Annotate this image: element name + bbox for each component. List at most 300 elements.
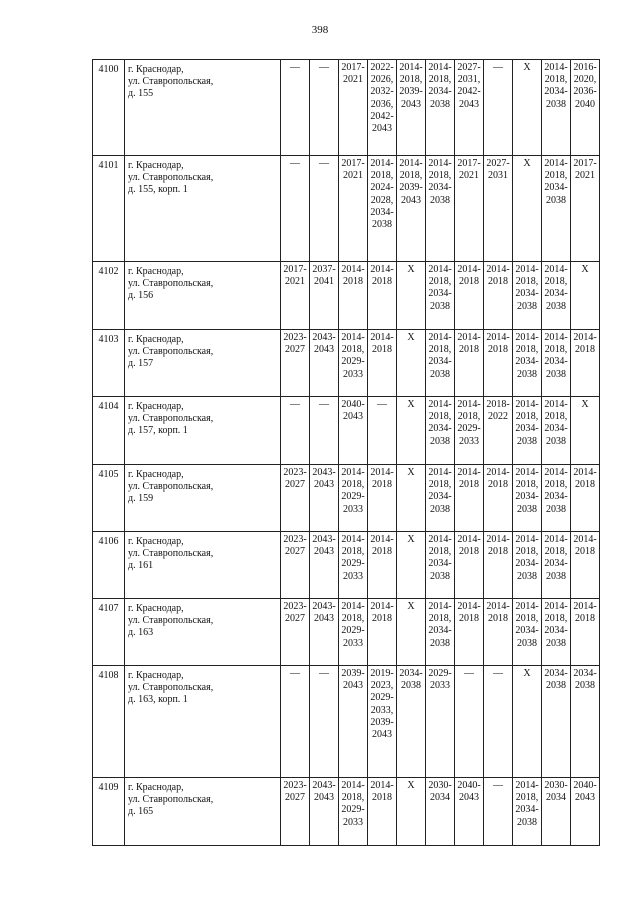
period-line: 2036, (370, 98, 394, 110)
address-line: ул. Ставропольская, (128, 548, 214, 560)
row-number: 4105 (93, 465, 125, 532)
period-line: 2018 (488, 613, 508, 625)
period-line: 2038 (430, 503, 450, 515)
address-line: ул. Ставропольская, (128, 413, 214, 425)
period-line: 2039- (341, 668, 365, 679)
period-line: 2018 (459, 613, 479, 625)
period-cell (455, 532, 484, 599)
address-line: ул. Ставропольская, (128, 481, 214, 493)
address-line: д. 161 (128, 560, 154, 572)
period-line: 2023- (283, 601, 307, 612)
period-line: 2018, (544, 170, 568, 182)
period-line: 2026, (370, 74, 394, 86)
period-line: 2014- (573, 332, 597, 343)
address-cell (125, 465, 281, 532)
period-line: 2018 (575, 613, 595, 625)
address-line: ул. Ставропольская, (128, 172, 214, 184)
period-cell (571, 599, 600, 666)
period-line: 2014- (573, 534, 597, 545)
period-line: 2032- (370, 86, 394, 98)
period-line: X (407, 399, 415, 410)
period-cell (368, 532, 397, 599)
period-line: 2018, (515, 613, 539, 625)
period-line: 2018, (399, 170, 423, 182)
period-line: X (523, 668, 531, 679)
period-line: 2043 (401, 98, 421, 110)
period-line: 2014- (457, 534, 481, 545)
period-cell (426, 262, 455, 330)
period-cell (542, 397, 571, 465)
period-line: 2038 (430, 194, 450, 206)
period-cell (513, 156, 542, 262)
period-line: X (523, 158, 531, 169)
period-line: 2017- (457, 158, 481, 169)
address-line: д. 155, корп. 1 (128, 184, 188, 196)
period-line: 2021 (575, 170, 595, 182)
period-line: 2014- (457, 601, 481, 612)
period-line: 2043 (372, 123, 392, 135)
period-line: 2014- (428, 534, 452, 545)
address-line: ул. Ставропольская, (128, 615, 214, 627)
period-line: 2018 (488, 344, 508, 356)
period-line: 2038 (517, 637, 537, 649)
period-line: 2014- (399, 158, 423, 169)
period-line: 2018 (343, 276, 363, 288)
row-number: 4104 (93, 397, 125, 465)
period-line: 2038 (430, 637, 450, 649)
period-line: 2018- (486, 399, 510, 410)
period-line: 2029- (428, 668, 452, 679)
period-line: 2023- (283, 780, 307, 791)
period-line: 2014- (428, 601, 452, 612)
period-line: 2027 (285, 479, 305, 491)
period-line: 2018, (428, 479, 452, 491)
period-line: 2043- (312, 534, 336, 545)
period-line: 2031, (457, 74, 481, 86)
period-cell (484, 778, 513, 846)
period-line: 2014- (457, 332, 481, 343)
period-line: 2014- (544, 399, 568, 410)
period-line: 2014- (544, 332, 568, 343)
period-line: 2038 (401, 680, 421, 692)
period-cell (484, 262, 513, 330)
period-cell (368, 156, 397, 262)
period-line: 2027 (285, 546, 305, 558)
period-cell (368, 599, 397, 666)
address-line: ул. Ставропольская, (128, 278, 214, 290)
period-line: 2014- (428, 399, 452, 410)
period-line: 2018, (428, 613, 452, 625)
period-cell (281, 397, 310, 465)
period-line: 2018, (544, 479, 568, 491)
period-cell (281, 532, 310, 599)
period-line: 2014- (515, 534, 539, 545)
period-line: 2014- (486, 332, 510, 343)
period-cell (310, 397, 339, 465)
period-line: 2014- (370, 158, 394, 169)
period-cell (397, 599, 426, 666)
period-cell (513, 532, 542, 599)
period-cell (339, 60, 368, 156)
period-cell (339, 262, 368, 330)
period-line: 2018, (341, 613, 365, 625)
period-cell (397, 330, 426, 397)
period-line: 2043 (401, 194, 421, 206)
period-cell (542, 532, 571, 599)
period-line: 2043 (372, 729, 392, 741)
period-line: 2034- (428, 491, 452, 503)
row-number: 4109 (93, 778, 125, 846)
period-line: 2017- (341, 62, 365, 73)
period-cell (542, 465, 571, 532)
period-line: 2038 (546, 570, 566, 582)
period-cell (368, 60, 397, 156)
address-cell (125, 599, 281, 666)
address-cell (125, 397, 281, 465)
period-cell (571, 330, 600, 397)
period-cell (571, 465, 600, 532)
period-line: 2034- (515, 356, 539, 368)
period-line: 2034 (430, 792, 450, 804)
period-line: 2038 (430, 368, 450, 380)
period-cell (542, 778, 571, 846)
period-line: 2034- (515, 804, 539, 816)
period-line: 2034- (544, 558, 568, 570)
period-cell (339, 666, 368, 778)
period-line: 2033 (430, 680, 450, 692)
period-line: 2018, (544, 344, 568, 356)
address-cell (125, 532, 281, 599)
period-line: 2027 (285, 613, 305, 625)
period-cell (310, 778, 339, 846)
period-line: 2034- (544, 86, 568, 98)
period-line: 2017- (573, 158, 597, 169)
period-line: 2043- (312, 601, 336, 612)
period-line: 2038 (517, 300, 537, 312)
period-cell (339, 532, 368, 599)
period-cell (397, 778, 426, 846)
period-cell (310, 666, 339, 778)
period-line: 2033 (343, 637, 363, 649)
address-line: д. 156 (128, 290, 154, 302)
address-line: ул. Ставропольская, (128, 346, 214, 358)
period-cell (513, 60, 542, 156)
period-line: 2023, (370, 680, 394, 692)
period-line: 2038 (546, 194, 566, 206)
period-line: 2014- (428, 62, 452, 73)
period-cell (571, 397, 600, 465)
period-cell (310, 532, 339, 599)
period-line: 2018, (515, 276, 539, 288)
period-line: 2034- (515, 625, 539, 637)
period-line: 2018 (488, 276, 508, 288)
period-line: — (464, 668, 474, 679)
address-line: г. Краснодар, (128, 782, 184, 793)
period-line: 2014- (515, 332, 539, 343)
period-line: 2018 (372, 344, 392, 356)
address-cell (125, 330, 281, 397)
row-number: 4106 (93, 532, 125, 599)
period-line: 2038 (517, 570, 537, 582)
period-line: 2034- (399, 668, 423, 679)
period-cell (571, 532, 600, 599)
period-line: 2043 (314, 613, 334, 625)
period-line: 2018, (428, 276, 452, 288)
period-line: 2014- (486, 467, 510, 478)
period-line: 2027- (457, 62, 481, 73)
period-line: 2014- (341, 780, 365, 791)
period-cell (542, 330, 571, 397)
period-line: 2014- (428, 467, 452, 478)
period-cell (426, 60, 455, 156)
period-line: 2034- (428, 86, 452, 98)
address-cell (125, 666, 281, 778)
period-cell (310, 465, 339, 532)
period-cell (542, 666, 571, 778)
period-cell (513, 599, 542, 666)
period-line: 2038 (430, 435, 450, 447)
period-line: 2021 (343, 74, 363, 86)
period-line: 2043 (575, 792, 595, 804)
period-cell (455, 60, 484, 156)
period-cell (542, 156, 571, 262)
period-cell (455, 262, 484, 330)
period-line: — (493, 780, 503, 791)
period-cell (455, 599, 484, 666)
period-cell (281, 778, 310, 846)
table-row (93, 262, 600, 330)
period-line: 2034 (546, 792, 566, 804)
period-line: 2023- (283, 332, 307, 343)
period-line: 2034- (428, 182, 452, 194)
period-cell (281, 156, 310, 262)
address-cell (125, 156, 281, 262)
row-number: 4107 (93, 599, 125, 666)
period-cell (368, 666, 397, 778)
period-line: 2014- (486, 264, 510, 275)
period-line: 2014- (544, 158, 568, 169)
period-cell (281, 330, 310, 397)
period-line: 2028, (370, 194, 394, 206)
period-cell (397, 397, 426, 465)
period-line: 2014- (515, 467, 539, 478)
period-line: 2027- (486, 158, 510, 169)
period-line: 2018, (341, 792, 365, 804)
period-line: 2018, (515, 792, 539, 804)
period-cell (281, 262, 310, 330)
period-line: 2038 (430, 570, 450, 582)
period-line: — (319, 158, 329, 169)
period-line: 2018 (459, 344, 479, 356)
period-line: 2018, (544, 546, 568, 558)
period-cell (310, 262, 339, 330)
period-line: 2014- (457, 399, 481, 410)
period-line: 2041 (314, 276, 334, 288)
period-cell (339, 465, 368, 532)
address-line: д. 163, корп. 1 (128, 694, 188, 706)
period-line: 2039- (399, 182, 423, 194)
period-line: — (290, 668, 300, 679)
period-line: 2033 (343, 503, 363, 515)
period-line: 2018 (488, 479, 508, 491)
period-cell (455, 465, 484, 532)
period-line: 2040 (575, 98, 595, 110)
period-line: 2018, (457, 411, 481, 423)
period-line: 2024- (370, 182, 394, 194)
period-line: 2034- (515, 288, 539, 300)
period-line: 2014- (428, 264, 452, 275)
period-line: 2018 (459, 276, 479, 288)
repair-schedule-table (92, 59, 600, 846)
address-line: ул. Ставропольская, (128, 76, 214, 88)
period-cell (339, 156, 368, 262)
period-line: 2042- (370, 110, 394, 122)
period-cell (484, 60, 513, 156)
address-line: д. 157, корп. 1 (128, 425, 188, 437)
period-line: 2038 (546, 680, 566, 692)
period-cell (426, 778, 455, 846)
period-line: 2043 (314, 344, 334, 356)
period-line: 2018, (544, 613, 568, 625)
period-line: 2014- (399, 62, 423, 73)
period-line: 2014- (544, 601, 568, 612)
period-cell (513, 666, 542, 778)
period-line: 2038 (546, 435, 566, 447)
period-line: 2014- (486, 534, 510, 545)
address-line: ул. Ставропольская, (128, 794, 214, 806)
period-line: 2014- (544, 467, 568, 478)
period-line: X (407, 534, 415, 545)
period-cell (455, 666, 484, 778)
address-cell (125, 778, 281, 846)
period-line: 2034- (544, 668, 568, 679)
period-line: 2038 (546, 503, 566, 515)
period-line: — (319, 668, 329, 679)
period-line: 2014- (515, 264, 539, 275)
table-row (93, 778, 600, 846)
period-line: 2018 (575, 479, 595, 491)
period-cell (397, 666, 426, 778)
period-cell (281, 666, 310, 778)
period-cell (339, 599, 368, 666)
period-line: 2014- (544, 264, 568, 275)
period-cell (368, 465, 397, 532)
period-line: 2043- (312, 332, 336, 343)
period-line: 2034- (544, 182, 568, 194)
period-cell (513, 778, 542, 846)
period-line: 2038 (546, 98, 566, 110)
period-line: 2014- (341, 264, 365, 275)
period-line: 2018, (544, 276, 568, 288)
table-row (93, 532, 600, 599)
period-line: 2014- (573, 601, 597, 612)
period-cell (484, 666, 513, 778)
period-line: X (407, 467, 415, 478)
period-line: 2018, (544, 74, 568, 86)
period-line: 2038 (546, 637, 566, 649)
period-cell (397, 156, 426, 262)
period-cell (339, 330, 368, 397)
table-row (93, 599, 600, 666)
period-line: 2018, (428, 411, 452, 423)
period-line: 2014- (370, 534, 394, 545)
period-line: 2018 (488, 546, 508, 558)
address-line: г. Краснодар, (128, 670, 184, 681)
period-line: 2018 (372, 546, 392, 558)
period-line: 2021 (459, 170, 479, 182)
period-line: 2029- (341, 491, 365, 503)
period-line: 2030- (544, 780, 568, 791)
period-line: 2014- (370, 467, 394, 478)
address-line: ул. Ставропольская, (128, 682, 214, 694)
period-line: 2014- (515, 399, 539, 410)
address-line: г. Краснодар, (128, 64, 184, 75)
period-cell (339, 778, 368, 846)
period-line: 2021 (343, 170, 363, 182)
period-cell (571, 60, 600, 156)
period-line: 2021 (285, 276, 305, 288)
period-cell (426, 156, 455, 262)
period-line: 2043 (314, 546, 334, 558)
period-cell (484, 156, 513, 262)
period-cell (455, 156, 484, 262)
period-line: 2038 (575, 680, 595, 692)
period-line: 2018, (515, 344, 539, 356)
period-line: 2043 (343, 680, 363, 692)
period-line: 2014- (370, 780, 394, 791)
period-line: 2034- (544, 625, 568, 637)
period-line: 2034- (544, 423, 568, 435)
period-line: 2018 (372, 276, 392, 288)
period-line: 2034- (428, 288, 452, 300)
address-line: д. 155 (128, 88, 154, 100)
period-line: 2014- (341, 601, 365, 612)
period-line: 2018, (515, 546, 539, 558)
period-line: 2014- (341, 332, 365, 343)
period-cell (542, 60, 571, 156)
address-line: д. 157 (128, 358, 154, 370)
period-cell (513, 262, 542, 330)
period-line: 2029- (341, 558, 365, 570)
period-line: 2043- (312, 780, 336, 791)
address-line: г. Краснодар, (128, 603, 184, 614)
period-line: 2036- (573, 86, 597, 98)
address-line: г. Краснодар, (128, 160, 184, 171)
period-line: X (581, 264, 589, 275)
period-line: 2014- (515, 601, 539, 612)
address-line: д. 163 (128, 627, 154, 639)
period-line: 2018, (428, 344, 452, 356)
period-cell (368, 330, 397, 397)
period-line: 2014- (370, 264, 394, 275)
period-line: 2034- (515, 491, 539, 503)
period-line: 2029- (457, 423, 481, 435)
period-cell (484, 532, 513, 599)
period-cell (455, 397, 484, 465)
period-line: 2017- (341, 158, 365, 169)
period-line: — (319, 62, 329, 73)
period-line: 2034- (515, 558, 539, 570)
period-line: 2018, (428, 74, 452, 86)
period-cell (513, 330, 542, 397)
period-cell (571, 156, 600, 262)
period-cell (455, 778, 484, 846)
period-line: — (290, 62, 300, 73)
period-line: 2018, (341, 546, 365, 558)
period-line: 2018, (341, 479, 365, 491)
period-line: 2034- (428, 625, 452, 637)
period-line: 2018 (459, 479, 479, 491)
